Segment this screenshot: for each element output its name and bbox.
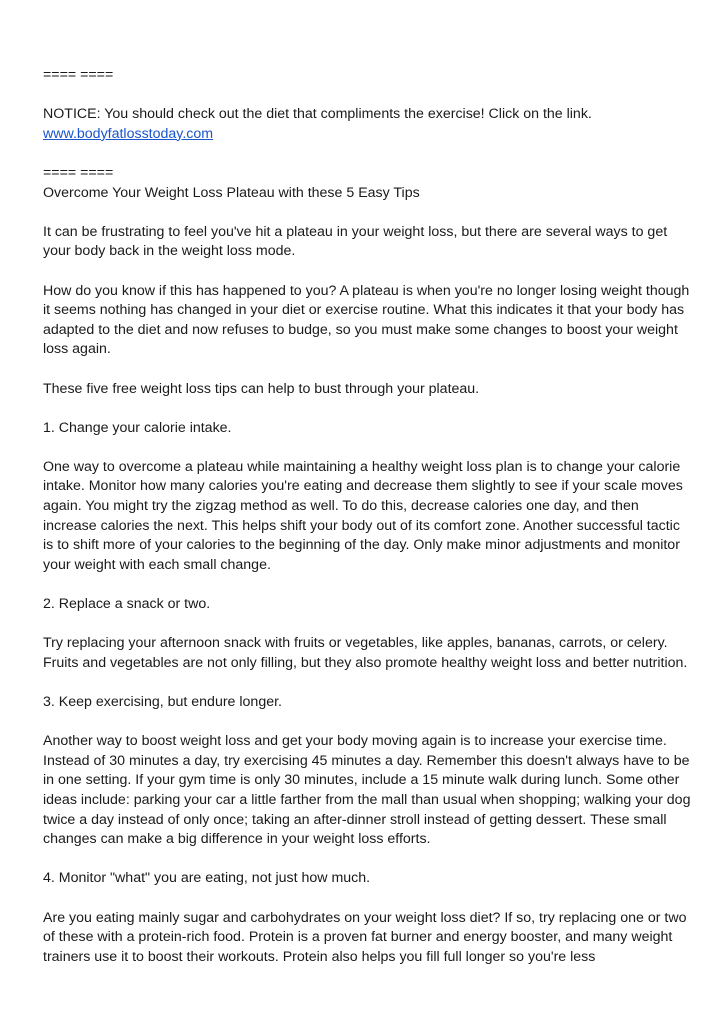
tip-body: One way to overcome a plateau while maintaining a healthy weight loss plan is to change your calorie intake. Monitor how many calories you're eating and decrease them slightly to see if your scale moves again. You might try the zigzag method as well. To do this, decrease calories one day, and then increase calories the next. This helps shift your body out of its comfort zone. Another successful tactic is to shift more of your calories to the beginning of the day. Only make minor adjustments and monitor your weight with each small change. bbox=[43, 458, 683, 573]
spacer bbox=[43, 615, 693, 635]
tip-body: Are you eating mainly sugar and carbohydrates on your weight loss diet? If so, try replacing one or two of these with a protein-rich food. Protein is a proven fat burner and energy booster, and many weight trainers use it to boost their workouts. Protein also helps you fill full longer so you're less bbox=[43, 909, 687, 965]
spacer bbox=[43, 850, 693, 870]
tip-heading: 4. Monitor "what" you are eating, not just how much. bbox=[43, 870, 371, 887]
separator-top: ==== ==== bbox=[43, 67, 114, 83]
intro-paragraph: It can be frustrating to feel you've hit a plateau in your weight loss, but there are several ways to get your body back in the weight loss mode. bbox=[43, 223, 668, 260]
spacer bbox=[43, 399, 693, 419]
spacer bbox=[43, 86, 693, 106]
spacer bbox=[43, 203, 693, 223]
plateau-paragraph: How do you know if this has happened to you? A plateau is when you're no longer losing weight though it seems nothing has changed in your diet or exercise routine. What this indicates it that your body has adapted to the diet and now refuses to budge, so you must make some changes to boost your weight loss again. bbox=[43, 282, 690, 358]
website-link[interactable]: www.bodyfatlosstoday.com bbox=[43, 125, 214, 142]
tip-heading: 2. Replace a snack or two. bbox=[43, 596, 211, 613]
notice-text: NOTICE: You should check out the diet that compliments the exercise! Click on the link. bbox=[43, 106, 592, 123]
article-title: Overcome Your Weight Loss Plateau with these 5 Easy Tips bbox=[43, 184, 420, 201]
spacer bbox=[43, 262, 693, 282]
tip-body: Try replacing your afternoon snack with fruits or vegetables, like apples, bananas, carrots, or celery. Fruits and vegetables are not only filling, but they also promote healthy weight loss and better nutrition. bbox=[43, 635, 688, 671]
separator-bottom: ==== ==== bbox=[43, 164, 114, 181]
spacer bbox=[43, 713, 693, 733]
lead-in-paragraph: These five free weight loss tips can help to bust through your plateau. bbox=[43, 380, 480, 397]
spacer bbox=[43, 889, 693, 909]
spacer bbox=[43, 673, 693, 693]
spacer bbox=[43, 575, 693, 595]
tip-heading: 1. Change your calorie intake. bbox=[43, 419, 232, 436]
document-page bbox=[43, 66, 693, 967]
spacer bbox=[43, 144, 693, 164]
spacer bbox=[43, 360, 693, 380]
spacer bbox=[43, 438, 693, 458]
tip-heading: 3. Keep exercising, but endure longer. bbox=[43, 694, 282, 710]
tip-body: Another way to boost weight loss and get your body moving again is to increase your exercise time. Instead of 30 minutes a day, try exercising 45 minutes a day. Remember this doesn't always have to be in one setting. If your gym time is only 30 minutes, include a 15 minute walk during lunch. Some other ideas include: parking your car a little farther from the mall than usual when shopping; walking your dog twice a day instead of only once; taking an after-dinner stroll instead of getting dessert. These small changes can make a big difference in your weight loss efforts. bbox=[43, 733, 691, 848]
